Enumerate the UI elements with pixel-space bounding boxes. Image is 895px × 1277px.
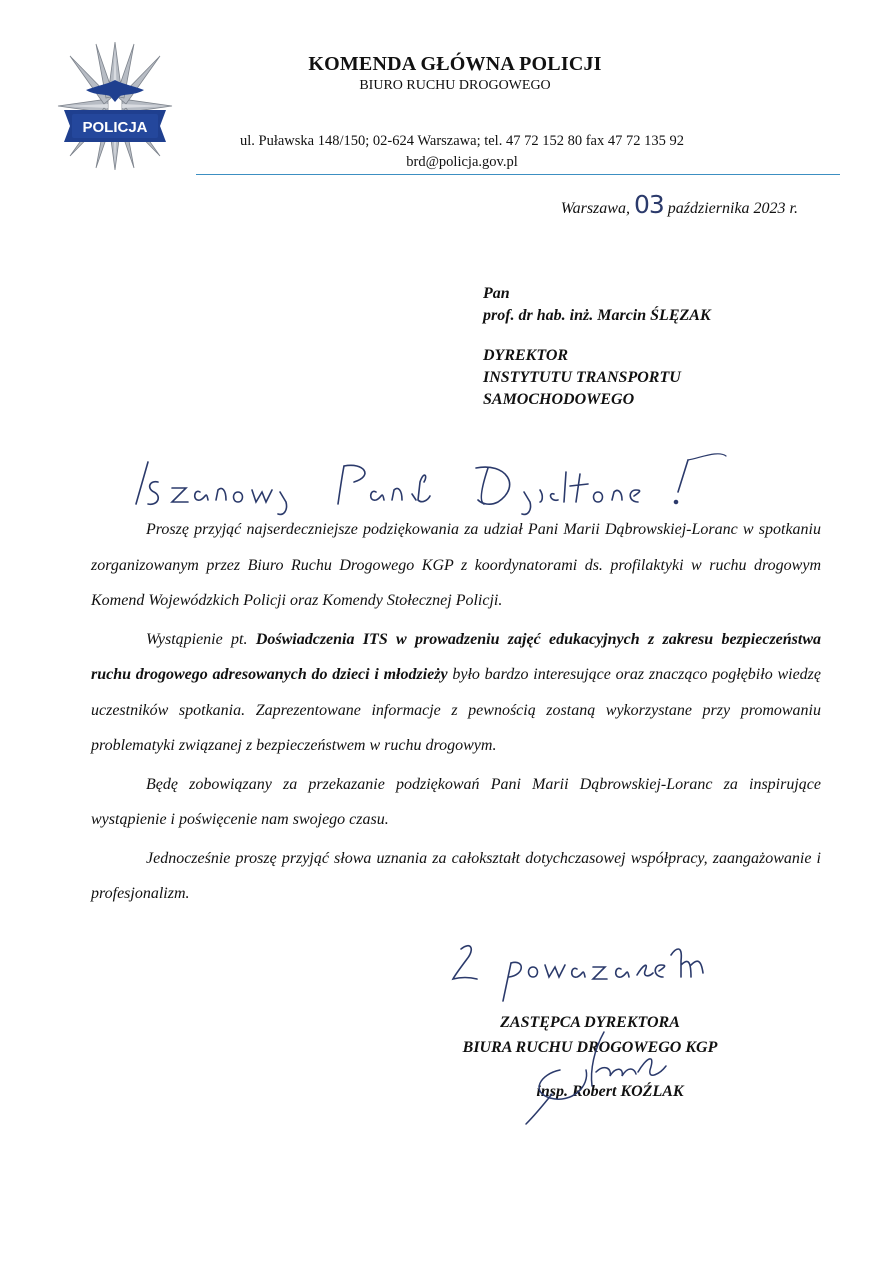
- letter-body: [91, 512, 821, 915]
- header-divider: [196, 174, 840, 175]
- paragraph-2: [91, 622, 821, 764]
- handwritten-signature: [500, 1030, 680, 1130]
- addressee-name: prof. dr hab. inż. Marcin ŚLĘZAK: [483, 307, 711, 324]
- addressee-block: [483, 283, 711, 411]
- paragraph-4: Jednocześnie proszę przyjąć słowa uznania za całokształt dotychczasowej współpracy, zaangażowanie i profesjonalizm.: [91, 849, 821, 902]
- police-star-logo: [56, 40, 174, 172]
- contact-block: [192, 131, 732, 173]
- letter-date: [480, 190, 798, 219]
- date-day-handwritten: 03: [633, 190, 664, 219]
- paragraph-2-intro: Wystąpienie pt.: [146, 630, 248, 648]
- handwritten-salutation: [128, 452, 728, 516]
- logo-text: POLICJA: [82, 119, 148, 136]
- addressee-position-1: DYREKTOR: [483, 347, 569, 364]
- addressee-position-2: INSTYTUTU TRANSPORTU: [483, 369, 681, 386]
- paragraph-3: Będę zobowiązany za przekazanie podziękowań Pani Marii Dąbrowskiej-Loranc za inspirujące wystąpienie i poświęcenie nam swojego czasu.: [91, 775, 821, 828]
- presentation-title: Doświadczenia ITS w prowadzeniu zajęć edukacyjnych z zakresu bezpieczeństwa ruchu drogowego adresowanych do dzieci i młodzieży: [91, 630, 822, 683]
- signer-name: insp. Robert KOŹLAK: [536, 1083, 684, 1100]
- date-month-year: października 2023 r.: [667, 200, 798, 217]
- signer-title-1: ZASTĘPCA DYREKTORA: [500, 1014, 680, 1031]
- addressee-title: Pan: [483, 285, 510, 302]
- organization-name: KOMENDA GŁÓWNA POLICJI: [308, 53, 602, 75]
- signer-title-2: BIURA RUCHU DROGOWEGO KGP: [462, 1039, 718, 1056]
- handwritten-closing: [445, 935, 715, 1005]
- paragraph-1: Proszę przyjąć najserdeczniejsze podziękowania za udział Pani Marii Dąbrowskiej-Loranc w spotkaniu zorganizowanym przez Biuro Ruchu Drogowego KGP z koordynatorami ds. profilaktyki w ruchu drogowym Komend Wojewódzkich Policji oraz Komendy Stołecznej Policji.: [91, 521, 821, 609]
- addressee-position-3: SAMOCHODOWEGO: [483, 391, 635, 408]
- address-line: ul. Puławska 148/150; 02-624 Warszawa; tel. 47 72 152 80 fax 47 72 135 92: [240, 133, 684, 149]
- date-place: Warszawa,: [560, 200, 630, 217]
- department-name: BIURO RUCHU DROGOWEGO: [359, 78, 551, 93]
- paragraph-2-rest: było bardzo interesujące oraz znacząco pogłębiło wiedzę uczestników spotkania. Zaprezentowane informacje z pewnością zostaną wykorzystane przy promowaniu problematyki związanej z bezpieczeństwem w ruchu drogowym.: [91, 666, 822, 754]
- email-line: brd@policja.gov.pl: [406, 154, 518, 170]
